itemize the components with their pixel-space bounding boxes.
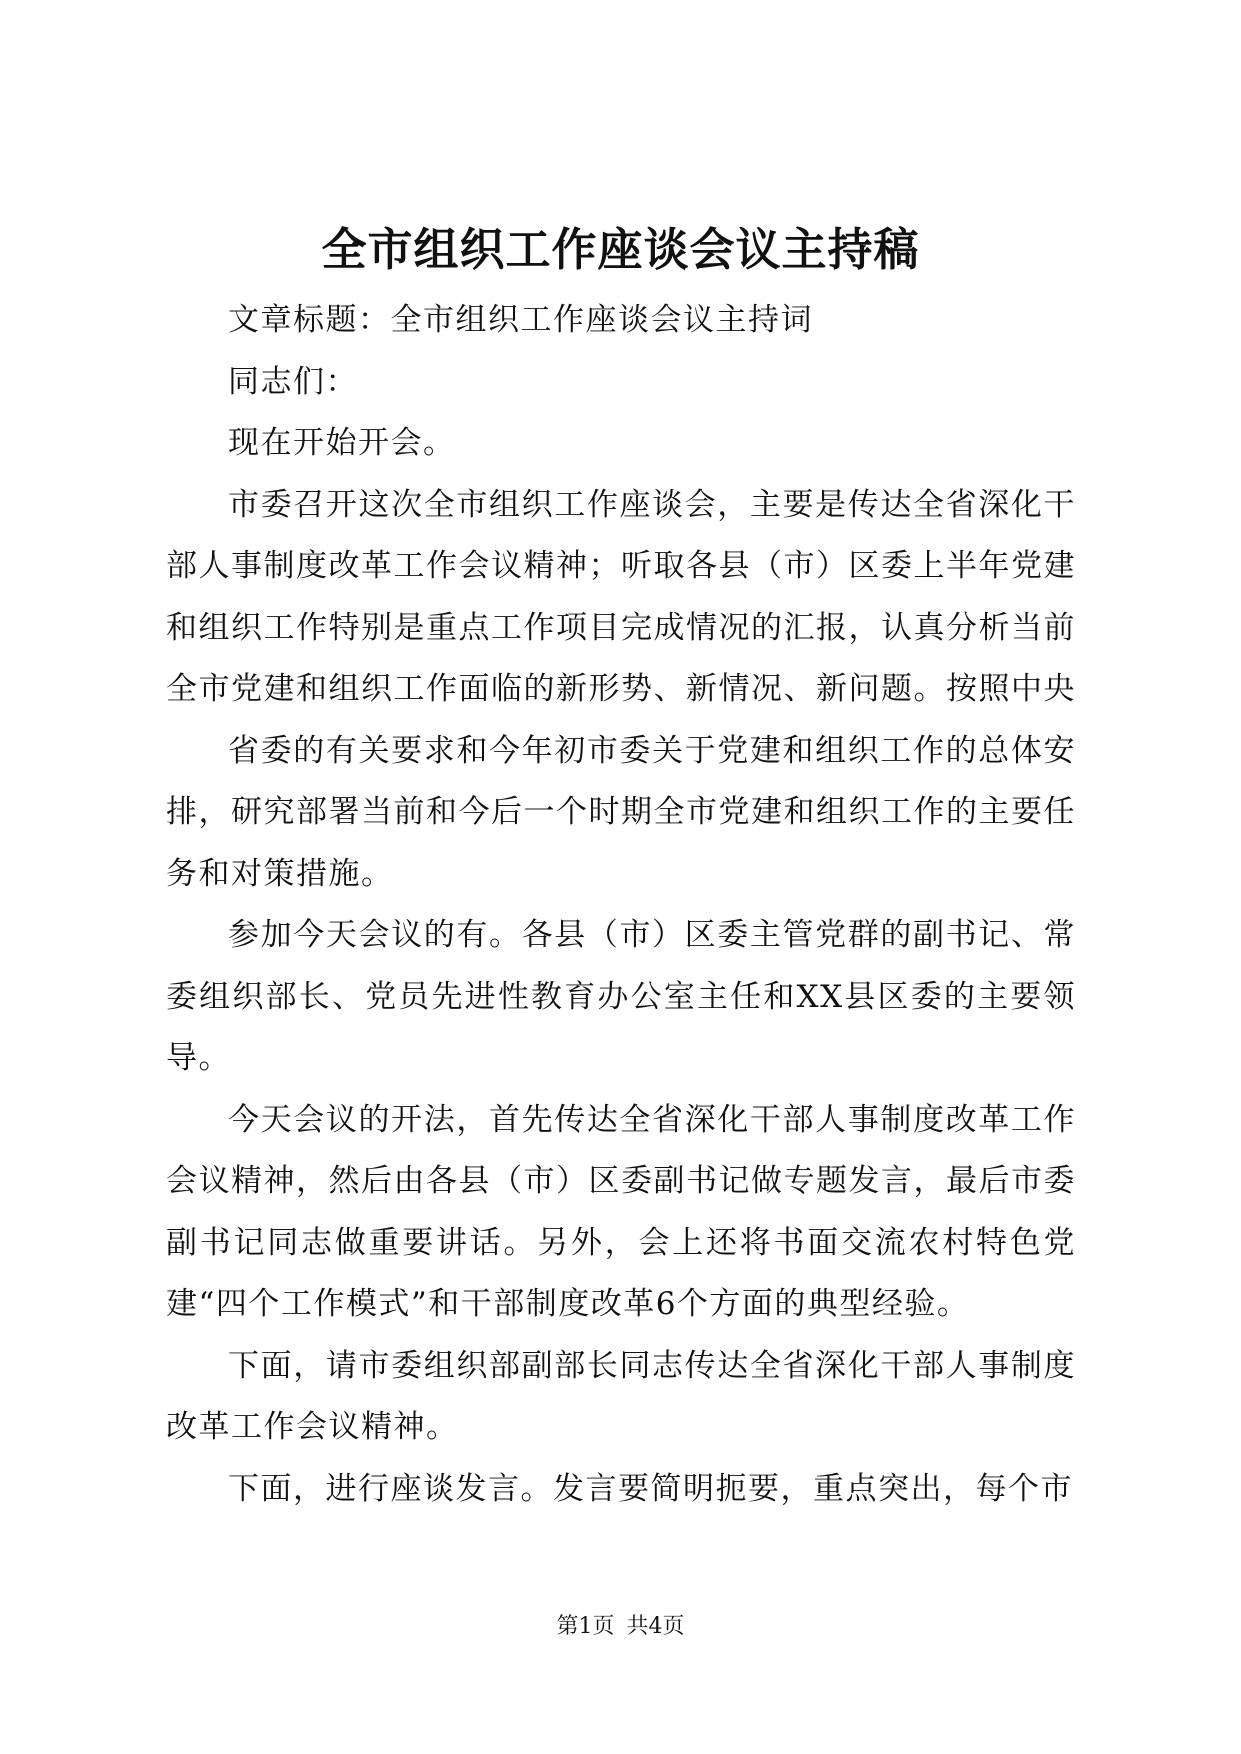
document-body	[166, 290, 1076, 1520]
paragraph-agenda: 今天会议的开法，首先传达全省深化干部人事制度改革工作会议精神，然后由各县（市）区委副书记做专题发言，最后市委副书记同志做重要讲话。另外，会上还将书面交流农村特色党建“四个工作模式”和干部制度改革6个方面的典型经验。	[166, 1101, 1076, 1322]
paragraph-first-speaker: 下面，请市委组织部副部长同志传达全省深化干部人事制度改革工作会议精神。	[166, 1347, 1076, 1445]
document-title: 全市组织工作座谈会议主持稿	[321, 223, 920, 276]
paragraph-meeting-arrangement: 省委的有关要求和今年初市委关于党建和组织工作的总体安排，研究部署当前和今后一个时期全市党建和组织工作的主要任务和对策措施。	[166, 732, 1076, 892]
paragraph-article-title: 文章标题：全市组织工作座谈会议主持词	[228, 302, 813, 338]
paragraph-meeting-purpose: 市委召开这次全市组织工作座谈会，主要是传达全省深化干部人事制度改革工作会议精神；听取各县（市）区委上半年党建和组织工作特别是重点工作项目完成情况的汇报，认真分析当前全市党建和组织工作面临的新形势、新情况、新问题。按照中央	[166, 486, 1076, 707]
page-footer	[0, 1612, 1241, 1642]
paragraph-salutation: 同志们：	[228, 363, 358, 400]
page-number: 第1页	[556, 1614, 615, 1639]
page-total: 共4页	[626, 1614, 685, 1639]
paragraph-attendees: 参加今天会议的有。各县（市）区委主管党群的副书记、常委组织部长、党员先进性教育办公室主任和XX县区委的主要领导。	[166, 917, 1076, 1076]
paragraph-discussion: 下面，进行座谈发言。发言要简明扼要，重点突出，每个市	[228, 1470, 1073, 1507]
paragraph-opening: 现在开始开会。	[228, 425, 456, 461]
